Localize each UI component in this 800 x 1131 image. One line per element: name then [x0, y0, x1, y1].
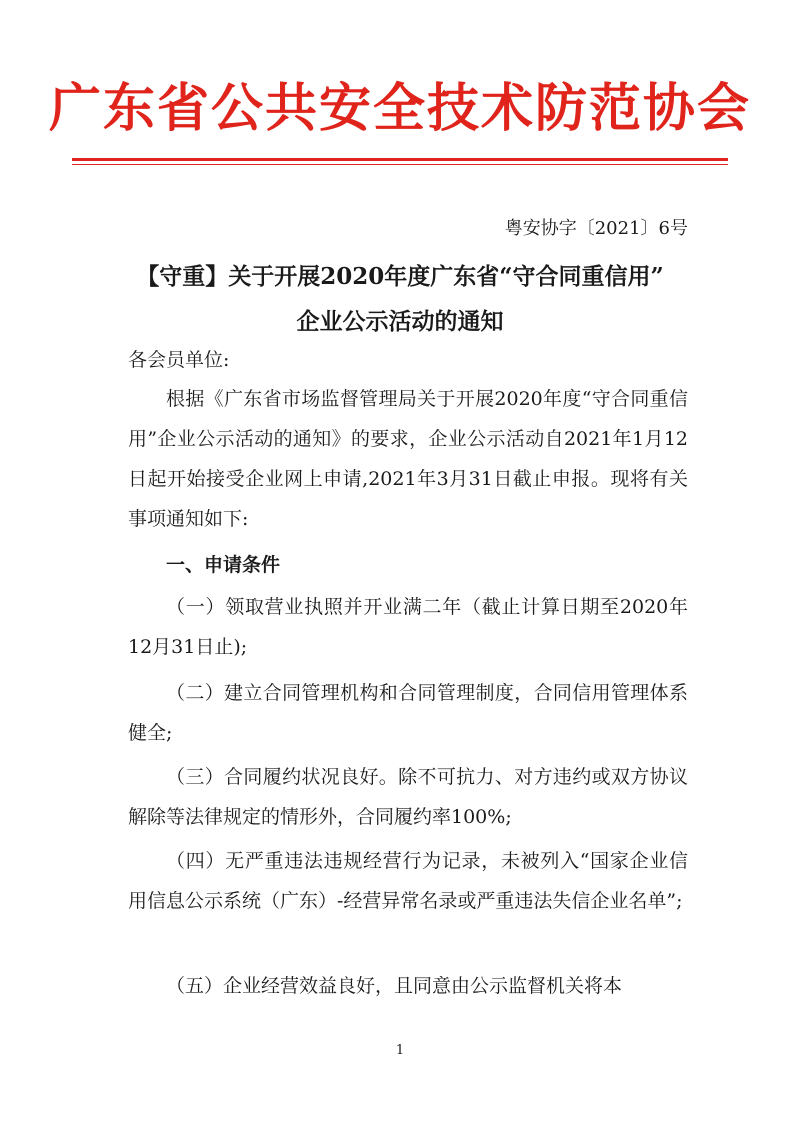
- condition-item-3: （三）合同履约状况良好。除不可抗力、对方违约或双方协议解除等法律规定的情形外，合同履约率100%;: [128, 766, 688, 828]
- salutation: 各会员单位:: [128, 349, 230, 371]
- condition-item-4: （四）无严重违法违规经营行为记录，未被列入“国家企业信用信息公示系统（广东）-经营异常名录或严重违法失信企业名单”;: [128, 850, 688, 912]
- document-title-line-2: 企业公示活动的通知: [296, 308, 504, 335]
- document-title-line-1: 【守重】关于开展2020年度广东省“守合同重信用”: [136, 263, 664, 290]
- condition-item-2: （二）建立合同管理机构和合同管理制度，合同信用管理体系健全;: [128, 682, 688, 744]
- document-number: 粤安协字〔2021〕6号: [504, 218, 688, 239]
- letterhead-red-rule: [72, 158, 728, 161]
- condition-item-5: （五）企业经营效益良好，且同意由公示监督机关将本: [166, 975, 623, 997]
- section-heading-application-conditions: 一、申请条件: [166, 554, 281, 576]
- letterhead-org-name: 广东省公共安全技术防范协会: [48, 79, 751, 139]
- condition-item-1: （一）领取营业执照并开业满二年（截止计算日期至2020年12月31日止);: [128, 596, 688, 658]
- page-number: 1: [395, 1043, 405, 1058]
- intro-paragraph: 根据《广东省市场监督管理局关于开展2020年度“守合同重信用”企业公示活动的通知》的要求，企业公示活动自2021年1月12日起开始接受企业网上申请,2021年3月31日截止申报。现将有关事项通知如下:: [128, 388, 688, 530]
- letterhead-red-rule-thin: [72, 164, 728, 165]
